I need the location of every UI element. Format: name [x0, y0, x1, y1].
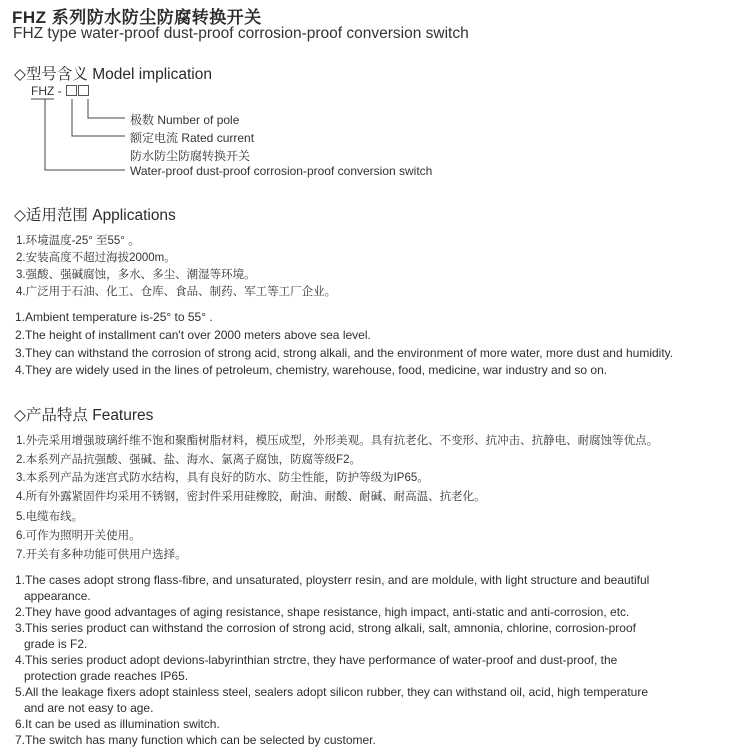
- legend-pole: 极数 Number of pole: [130, 113, 240, 127]
- feat-en-4-cont: protection grade reaches IP65.: [24, 669, 189, 683]
- feat-cn-4: 4.所有外露紧固件均采用不锈钢，密封件采用硅橡胶，耐油、耐酸、耐碱、耐高温、抗老化。: [16, 491, 486, 503]
- page-title-en: FHZ type water-proof dust-proof corrosion-proof conversion switch: [13, 25, 469, 42]
- feat-en-1-cont: appearance.: [24, 589, 91, 603]
- feat-en-7: 7.The switch has many function which can be selected by customer.: [15, 733, 376, 747]
- feat-cn-5: 5.电缆布线。: [16, 511, 84, 523]
- feat-cn-1: 1.外壳采用增强玻璃纤维不饱和聚酯树脂材料，模压成型，外形美观。具有抗老化、不变形、抗冲击、抗静电、耐腐蚀等优点。: [16, 435, 659, 447]
- leader-pole: [88, 99, 125, 118]
- model-code-prefix: FHZ -: [31, 84, 62, 98]
- feat-cn-7: 7.开关有多种功能可供用户选择。: [16, 549, 187, 561]
- feat-en-6: 6.It can be used as illumination switch.: [15, 717, 220, 731]
- legend-current: 额定电流 Rated current: [130, 131, 255, 145]
- app-en-2: 2.The height of installment can't over 2000 meters above sea level.: [15, 328, 371, 342]
- applications-heading: ◇适用范围 Applications: [14, 207, 176, 224]
- feat-en-5: 5.All the leakage fixers adopt stainless steel, sealers adopt silicon rubber, they can withstand oil, acid, high temperature: [15, 685, 649, 699]
- legend-switch-en: Water-proof dust-proof corrosion-proof conversion switch: [130, 164, 433, 178]
- page-title-cn: FHZ 系列防水防尘防腐转换开关: [12, 8, 262, 27]
- feat-en-3-cont: grade is F2.: [24, 637, 88, 651]
- feat-en-5-cont: and are not easy to age.: [24, 701, 154, 715]
- app-cn-3: 3.强酸、强碱腐蚀，多水、多尘、潮湿等环境。: [16, 269, 256, 281]
- app-cn-1: 1.环境温度-25° 至55° 。: [16, 235, 140, 247]
- feat-cn-6: 6.可作为照明开关使用。: [16, 530, 141, 542]
- legend-switch-cn: 防水防尘防腐转换开关: [130, 149, 251, 163]
- app-cn-2: 2.安装高度不超过海拔2000m。: [16, 252, 176, 264]
- feat-en-4: 4.This series product adopt devions-labyrinthian strctre, they have performance of water-proof and dust-proof, the: [15, 653, 618, 667]
- app-en-4: 4.They are widely used in the lines of petroleum, chemistry, warehouse, food, medicine, war industry and so on.: [15, 363, 608, 377]
- app-cn-4: 4.广泛用于石油、化工、仓库、食品、制药、军工等工厂企业。: [16, 286, 337, 298]
- model-heading: ◇型号含义 Model implication: [14, 66, 212, 83]
- features-heading: ◇产品特点 Features: [14, 407, 154, 424]
- leader-type: [45, 99, 125, 170]
- feat-cn-2: 2.本系列产品抗强酸、强碱、盐、海水、氯离子腐蚀，防腐等级F2。: [16, 454, 362, 466]
- feat-en-1: 1.The cases adopt strong flass-fibre, and unsaturated, ploysterr resin, and are moldule, with light structure and beautiful: [15, 573, 650, 587]
- app-en-3: 3.They can withstand the corrosion of strong acid, strong alkali, and the environment of more water, more dust and humidity.: [15, 346, 674, 360]
- feat-en-2: 2.They have good advantages of aging resistance, shape resistance, high impact, anti-static and anti-corrosion, etc.: [15, 605, 630, 619]
- feat-cn-3: 3.本系列产品为迷宫式防水结构，具有良好的防水、防尘性能，防护等级为IP65。: [16, 472, 429, 484]
- feat-en-3: 3.This series product can withstand the corrosion of strong acid, strong alkali, salt, amnonia, chlorine, corrosion-proof: [15, 621, 636, 635]
- app-en-1: 1.Ambient temperature is-25° to 55° .: [15, 310, 213, 324]
